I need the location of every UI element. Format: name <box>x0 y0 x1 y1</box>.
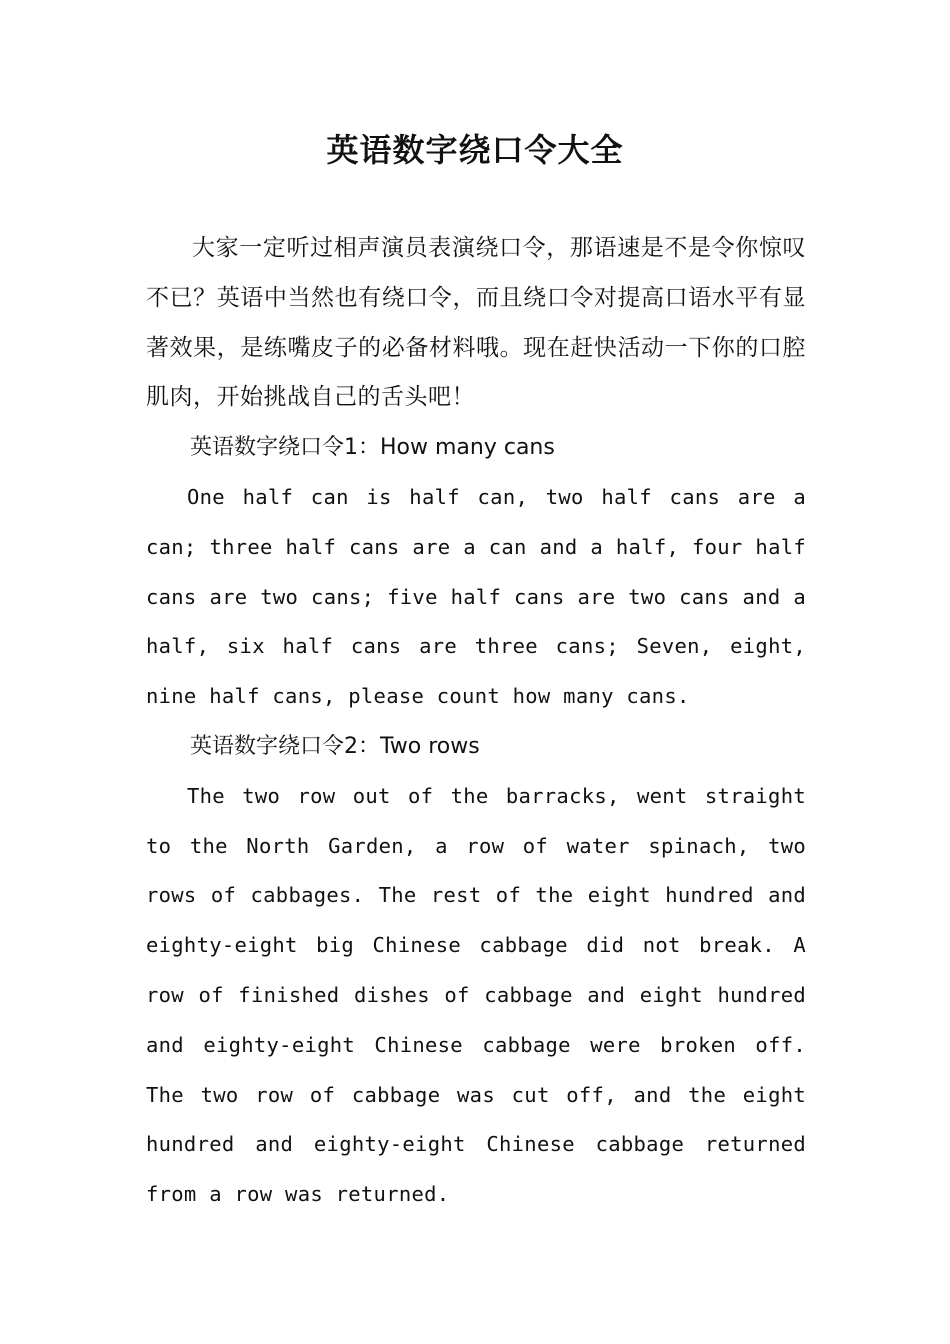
section-2-text: The two row out of the barracks, went straight to the North Garden, a row of water spinach, two rows of cabbages. The rest of the eight hundred and eighty-eight big Chinese cabbage did not break. A row of finished dishes of cabbage and eight hundred and eighty-eight Chinese cabbage were broken off. The two row of cabbage was cut off, and the eight hundred and eighty-eight Chinese cabbage returned from a row was returned. <box>146 783 806 1207</box>
section-1-heading: 英语数字绕口令1：How many cans <box>190 435 555 461</box>
document-body <box>146 224 806 1220</box>
section-2-heading: 英语数字绕口令2：Two rows <box>190 733 480 759</box>
document-title: 英语数字绕口令大全 <box>326 131 624 169</box>
section-1-text: One half can is half can, two half cans are a can; three half cans are a can and a half, four half cans are two cans; five half cans are two cans and a half, six half cans are three cans; Seven, eight, nine half cans, please count how many cans. <box>146 484 806 709</box>
intro-paragraph: 大家一定听过相声演员表演绕口令，那语速是不是令你惊叹不已？英语中当然也有绕口令，而且绕口令对提高口语水平有显著效果，是练嘴皮子的必备材料哦。现在赶快活动一下你的口腔肌肉，开始挑战自己的舌头吧！ <box>146 235 806 411</box>
